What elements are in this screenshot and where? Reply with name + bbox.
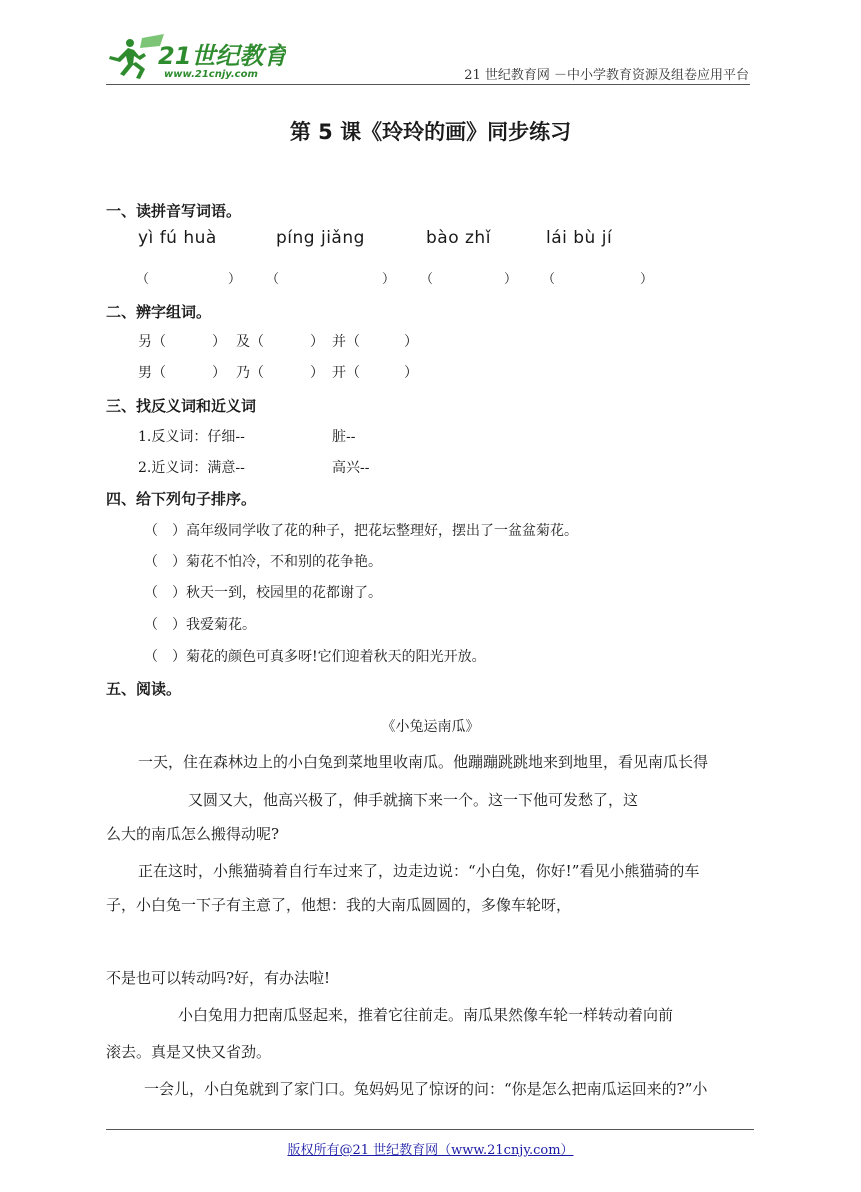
story-line: 子，小白兔一下子有主意了，他想：我的大南瓜圆圆的，多像车轮呀， bbox=[106, 896, 572, 914]
order-item bbox=[144, 614, 256, 634]
order-bracket: （ ） bbox=[144, 649, 186, 665]
order-item bbox=[144, 646, 486, 666]
char-item: 男（ bbox=[138, 365, 166, 381]
story-line: 一天，住在森林边上的小白兔到菜地里收南瓜。他蹦蹦跳跳地来到地里，看见南瓜长得 bbox=[138, 753, 709, 771]
char-item: 开（ bbox=[332, 365, 360, 381]
antonym-line: 1.反义词：仔细-- bbox=[138, 429, 245, 445]
order-item bbox=[144, 582, 382, 602]
answer-blank-1-open: （ bbox=[136, 272, 150, 287]
char-item-close: ） bbox=[310, 365, 324, 381]
story-line: 又圆又大，他高兴极了，伸手就摘下来一个。这一下他可发愁了，这 bbox=[188, 791, 639, 809]
char-item-close: ） bbox=[404, 365, 418, 381]
section5-heading: 五、阅读。 bbox=[106, 680, 182, 698]
story-title: 《小兔运南瓜》 bbox=[381, 719, 480, 735]
runner-logo-icon bbox=[106, 32, 286, 82]
section4-heading: 四、给下列句子排序。 bbox=[106, 490, 257, 508]
order-bracket: （ ） bbox=[144, 523, 186, 539]
order-bracket: （ ） bbox=[144, 617, 186, 633]
story-line: 正在这时，小熊猫骑着自行车过来了，边走边说：“小白兔，你好!”看见小熊猫骑的车 bbox=[138, 862, 700, 880]
answer-blank-2-open: （ bbox=[266, 272, 280, 287]
section3-heading: 三、找反义词和近义词 bbox=[106, 397, 257, 415]
story-line: 小白兔用力把南瓜竖起来，推着它往前走。南瓜果然像车轮一样转动着向前 bbox=[178, 1006, 674, 1024]
order-sentence: 菊花不怕冷，不和别的花争艳。 bbox=[186, 554, 382, 570]
pinyin-3: bào zhǐ bbox=[426, 228, 491, 248]
answer-blank-2-close: ） bbox=[382, 272, 396, 287]
char-item: 并（ bbox=[332, 334, 360, 350]
pinyin-2: píng jiǎng bbox=[276, 228, 365, 248]
page-title: 第 5 课《玲玲的画》同步练习 bbox=[289, 120, 572, 144]
section1-heading: 一、读拼音写词语。 bbox=[106, 202, 242, 220]
answer-blank-1-close: ） bbox=[228, 272, 242, 287]
order-sentence: 秋天一到，校园里的花都谢了。 bbox=[186, 585, 382, 601]
char-item: 及（ bbox=[236, 334, 264, 350]
svg-text:www.21cnjy.com: www.21cnjy.com bbox=[164, 69, 258, 80]
order-sentence: 我爱菊花。 bbox=[186, 617, 256, 633]
story-line: 一会儿，小白兔就到了家门口。兔妈妈见了惊讶的问：“你是怎么把南瓜运回来的?”小 bbox=[144, 1080, 708, 1098]
header-divider bbox=[106, 84, 750, 85]
char-item-close: ） bbox=[310, 334, 324, 350]
copyright-link[interactable]: 版权所有@21 世纪教育网（www.21cnjy.com） bbox=[287, 1143, 574, 1158]
char-item-close: ） bbox=[404, 334, 418, 350]
pinyin-4: lái bù jí bbox=[546, 228, 613, 248]
order-bracket: （ ） bbox=[144, 585, 186, 601]
synonym-line: 2.近义词：满意-- bbox=[138, 460, 245, 476]
order-sentence: 菊花的颜色可真多呀!它们迎着秋天的阳光开放。 bbox=[186, 649, 486, 665]
pinyin-1: yì fú huà bbox=[138, 228, 217, 248]
char-item: 另（ bbox=[138, 334, 166, 350]
answer-blank-3-close: ） bbox=[504, 272, 518, 287]
answer-blank-4-close: ） bbox=[640, 272, 654, 287]
order-item bbox=[144, 520, 578, 540]
story-line: 么大的南瓜怎么搬得动呢? bbox=[106, 825, 280, 843]
answer-blank-4-open: （ bbox=[542, 272, 556, 287]
section2-heading: 二、辨字组词。 bbox=[106, 303, 212, 321]
story-line: 滚去。真是又快又省劲。 bbox=[106, 1043, 272, 1061]
char-item-close: ） bbox=[212, 334, 226, 350]
char-item: 乃（ bbox=[236, 365, 264, 381]
order-item bbox=[144, 551, 382, 571]
header-tagline: 21 世纪教育网 －中小学教育资源及组卷应用平台 bbox=[464, 68, 749, 83]
order-bracket: （ ） bbox=[144, 554, 186, 570]
svg-text:21世纪教育: 21世纪教育 bbox=[158, 42, 286, 70]
antonym-line-2: 脏-- bbox=[332, 429, 356, 445]
char-item-close: ） bbox=[212, 365, 226, 381]
story-line: 不是也可以转动吗?好，有办法啦! bbox=[106, 969, 331, 987]
site-logo bbox=[106, 32, 286, 82]
order-sentence: 高年级同学收了花的种子，把花坛整理好，摆出了一盆盆菊花。 bbox=[186, 523, 578, 539]
footer-divider bbox=[106, 1129, 754, 1130]
answer-blank-3-open: （ bbox=[420, 272, 434, 287]
synonym-line-2: 高兴-- bbox=[332, 460, 370, 476]
